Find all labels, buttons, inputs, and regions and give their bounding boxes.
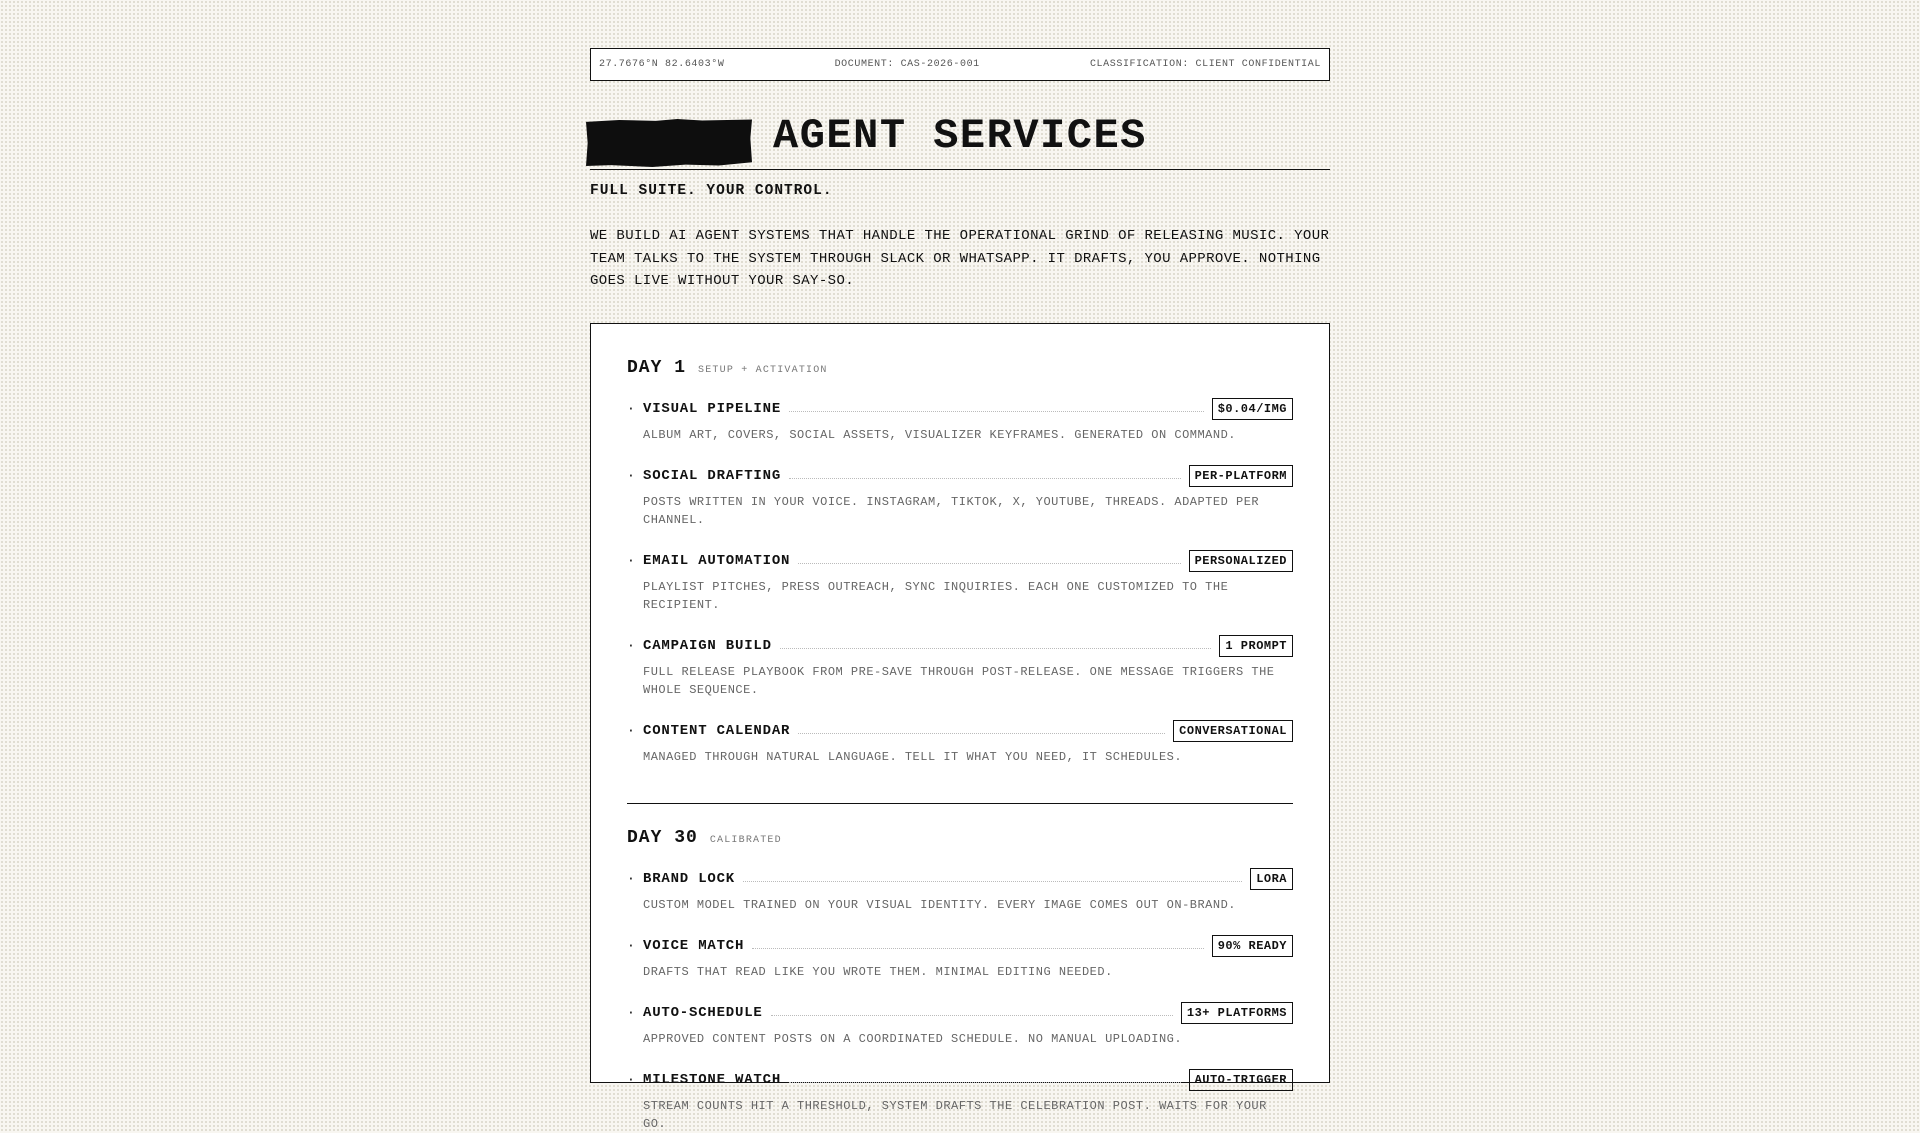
bullet-icon: · [627, 401, 635, 416]
tagline: FULL SUITE. YOUR CONTROL. [590, 183, 833, 199]
dotted-leader [743, 881, 1242, 882]
service-badge: $0.04/IMG [1212, 398, 1293, 420]
coordinates: 27.7676°N 82.6403°W [599, 59, 725, 70]
dotted-leader [798, 733, 1165, 734]
service-item [627, 398, 1293, 444]
service-badge: PERSONALIZED [1189, 550, 1293, 572]
section-day-30 [627, 828, 1293, 1133]
bullet-icon: · [627, 468, 635, 483]
service-item [627, 1069, 1293, 1133]
bullet-icon: · [627, 1005, 635, 1020]
services-card [590, 323, 1330, 1131]
service-name: VOICE MATCH [643, 937, 745, 954]
dotted-leader [789, 478, 1181, 479]
bullet-icon: · [627, 638, 635, 653]
service-description: DRAFTS THAT READ LIKE YOU WROTE THEM. MINIMAL EDITING NEEDED. [643, 964, 1113, 979]
service-description: ALBUM ART, COVERS, SOCIAL ASSETS, VISUALIZER KEYFRAMES. GENERATED ON COMMAND. [643, 427, 1236, 442]
section-title: DAY 30 [627, 827, 698, 848]
service-badge: 90% READY [1212, 935, 1293, 957]
section-header [627, 358, 1293, 378]
document-id: DOCUMENT: CAS-2026-001 [834, 59, 980, 70]
service-item [627, 720, 1293, 766]
section-subtitle: SETUP + ACTIVATION [698, 364, 828, 376]
bullet-icon: · [627, 1072, 635, 1087]
service-name: CONTENT CALENDAR [643, 722, 791, 739]
redacted-brand-block [586, 119, 752, 167]
service-item [627, 635, 1293, 699]
service-badge: PER-PLATFORM [1189, 465, 1293, 487]
service-badge: 13+ PLATFORMS [1181, 1002, 1293, 1024]
service-badge: LORA [1250, 868, 1293, 890]
service-name: CAMPAIGN BUILD [643, 637, 772, 654]
section-day-1 [627, 358, 1293, 766]
section-title: DAY 1 [627, 357, 687, 378]
service-description: PLAYLIST PITCHES, PRESS OUTREACH, SYNC INQUIRIES. EACH ONE CUSTOMIZED TO THE RECIPIENT. [643, 579, 1229, 612]
service-description: CUSTOM MODEL TRAINED ON YOUR VISUAL IDENTITY. EVERY IMAGE COMES OUT ON-BRAND. [643, 897, 1236, 912]
intro-paragraph: WE BUILD AI AGENT SYSTEMS THAT HANDLE THE OPERATIONAL GRIND OF RELEASING MUSIC. YOUR TEAM TALKS TO THE SYSTEM THROUGH SLACK OR WHATSAPP. IT DRAFTS, YOU APPROVE. NOTHING GOES LIVE WITHOUT YOUR SAY-SO. [590, 228, 1330, 289]
bullet-icon: · [627, 723, 635, 738]
service-item [627, 1002, 1293, 1048]
service-item [627, 935, 1293, 981]
dotted-leader [789, 1082, 1181, 1083]
service-name: AUTO-SCHEDULE [643, 1004, 763, 1021]
service-description: APPROVED CONTENT POSTS ON A COORDINATED SCHEDULE. NO MANUAL UPLOADING. [643, 1031, 1183, 1046]
service-badge: AUTO-TRIGGER [1189, 1069, 1293, 1091]
dotted-leader [780, 648, 1212, 649]
service-item [627, 550, 1293, 614]
service-item [627, 465, 1293, 529]
dotted-leader [752, 948, 1203, 949]
service-name: BRAND LOCK [643, 870, 736, 887]
section-subtitle: CALIBRATED [709, 834, 782, 846]
bullet-icon: · [627, 871, 635, 886]
service-item [627, 868, 1293, 914]
bullet-icon: · [627, 938, 635, 953]
service-description: FULL RELEASE PLAYBOOK FROM PRE-SAVE THROUGH POST-RELEASE. ONE MESSAGE TRIGGERS THE WHOLE SEQUENCE. [643, 664, 1275, 697]
dotted-leader [789, 411, 1204, 412]
service-name: MILESTONE WATCH [643, 1071, 782, 1088]
classification: CLASSIFICATION: CLIENT CONFIDENTIAL [1089, 59, 1321, 70]
service-name: VISUAL PIPELINE [643, 400, 782, 417]
service-badge: 1 PROMPT [1219, 635, 1293, 657]
section-divider [627, 803, 1293, 804]
service-badge: CONVERSATIONAL [1173, 720, 1293, 742]
dotted-leader [798, 563, 1180, 564]
service-description: POSTS WRITTEN IN YOUR VOICE. INSTAGRAM, TIKTOK, X, YOUTUBE, THREADS. ADAPTED PER CHANNEL. [643, 494, 1260, 527]
document-page [590, 48, 1330, 1131]
bullet-icon: · [627, 553, 635, 568]
service-name: EMAIL AUTOMATION [643, 552, 791, 569]
title-row [590, 81, 1330, 170]
meta-bar [590, 48, 1330, 81]
section-header [627, 828, 1293, 848]
page-title: AGENT SERVICES [773, 112, 1147, 160]
service-description: STREAM COUNTS HIT A THRESHOLD, SYSTEM DRAFTS THE CELEBRATION POST. WAITS FOR YOUR GO. [643, 1098, 1267, 1131]
service-name: SOCIAL DRAFTING [643, 467, 782, 484]
dotted-leader [771, 1015, 1173, 1016]
service-description: MANAGED THROUGH NATURAL LANGUAGE. TELL IT WHAT YOU NEED, IT SCHEDULES. [643, 749, 1183, 764]
